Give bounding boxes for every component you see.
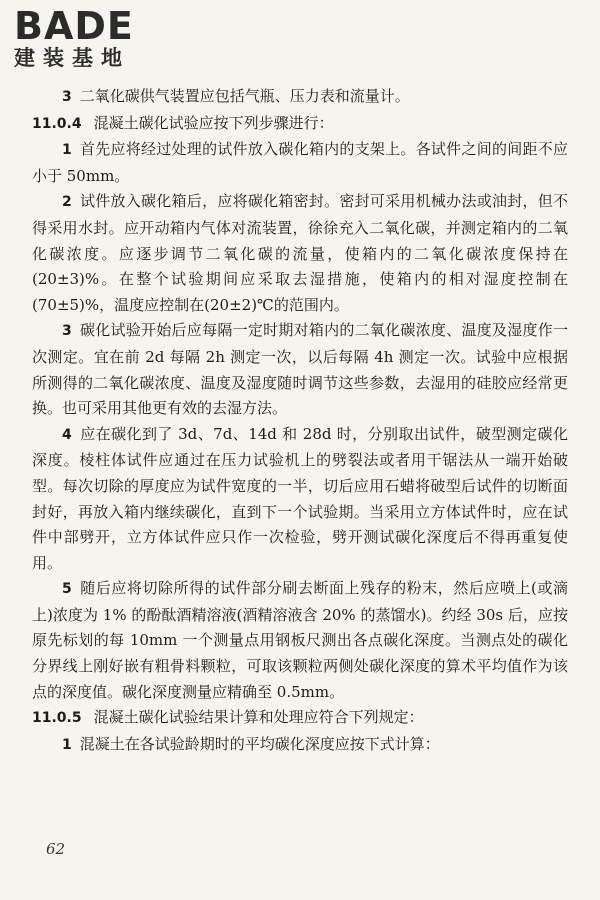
item-paragraph	[32, 137, 568, 189]
item-text: 二氧化碳供气装置应包括气瓶、压力表和流量计。	[79, 87, 410, 105]
item-number: 2	[62, 194, 72, 211]
item-text: 随后应将切除所得的试件部分刷去断面上残存的粉末，然后应喷上(或滴上)浓度为 1% 的酚酞酒精溶液(酒精溶液含 20% 的蒸馏水)。约经 30s 后，应按原先标划的每 10mm 一个测量点用钢板尺测出各点碳化深度。当测点处的碳化分界线上刚好嵌有粗骨料颗粒，可取该颗粒两侧处碳化深度的算术平均值作为该点的深度值。碳化深度测量应精确至 0.5mm。	[32, 579, 568, 701]
item-text: 首先应将经过处理的试件放入碳化箱内的支架上。各试件之间的间距不应小于 50mm。	[32, 140, 568, 185]
clause-heading	[32, 705, 568, 732]
item-text: 碳化试验开始后应每隔一定时期对箱内的二氧化碳浓度、温度及湿度作一次测定。宜在前 2d 每隔 2h 测定一次，以后每隔 4h 测定一次。试验中应根据所测得的二氧化碳浓度、温度及湿度随时调节这些参数，去湿用的硅胶应经常更换。也可采用其他更有效的去湿方法。	[32, 321, 568, 418]
item-paragraph	[32, 732, 568, 759]
item-paragraph	[32, 576, 568, 705]
item-paragraph	[32, 318, 568, 421]
item-number: 4	[62, 426, 72, 443]
clause-text: 混凝土碳化试验应按下列步骤进行：	[93, 113, 334, 132]
item-text: 试件放入碳化箱后，应将碳化箱密封。密封可采用机械办法或油封，但不得采用水封。应开动箱内气体对流装置，徐徐充入二氧化碳，并测定箱内的二氧化碳浓度。应逐步调节二氧化碳的流量，使箱内的二氧化碳浓度保持在(20±3)%。在整个试验期间应采取去湿措施，使箱内的相对湿度控制在(70±5)%，温度应控制在(20±2)℃的范围内。	[32, 192, 568, 314]
item-paragraph	[32, 189, 568, 318]
document-body	[32, 84, 568, 758]
brand-logo	[14, 6, 134, 70]
item-paragraph	[32, 84, 568, 111]
item-number: 5	[62, 581, 72, 598]
item-text: 应在碳化到了 3d、7d、14d 和 28d 时，分别取出试件，破型测定碳化深度。棱柱体试件应通过在压力试验机上的劈裂法或者用干锯法从一端开始破型。每次切除的厚度应为试件宽度的一半，切后应用石蜡将破型后试件的切断面封好，再放入箱内继续碳化，直到下一个试验期。当采用立方体试件时，应在试件中部劈开，立方体试件应只作一次检验，劈开测试碳化深度后不得再重复使用。	[32, 424, 568, 572]
logo-brand-text: BADE	[14, 4, 134, 48]
item-text: 混凝土在各试验龄期时的平均碳化深度应按下式计算：	[79, 734, 440, 753]
page-number: 62	[46, 840, 66, 858]
item-number: 3	[62, 323, 72, 340]
clause-number: 11.0.5	[32, 710, 82, 727]
item-number: 3	[62, 89, 72, 105]
logo-subtitle: 建装基地	[14, 46, 130, 70]
clause-text: 混凝土碳化试验结果计算和处理应符合下列规定：	[93, 708, 424, 727]
clause-heading	[32, 111, 568, 138]
clause-number: 11.0.4	[32, 115, 82, 132]
item-number: 1	[62, 142, 72, 159]
item-paragraph	[32, 422, 568, 577]
item-number: 1	[62, 736, 72, 753]
